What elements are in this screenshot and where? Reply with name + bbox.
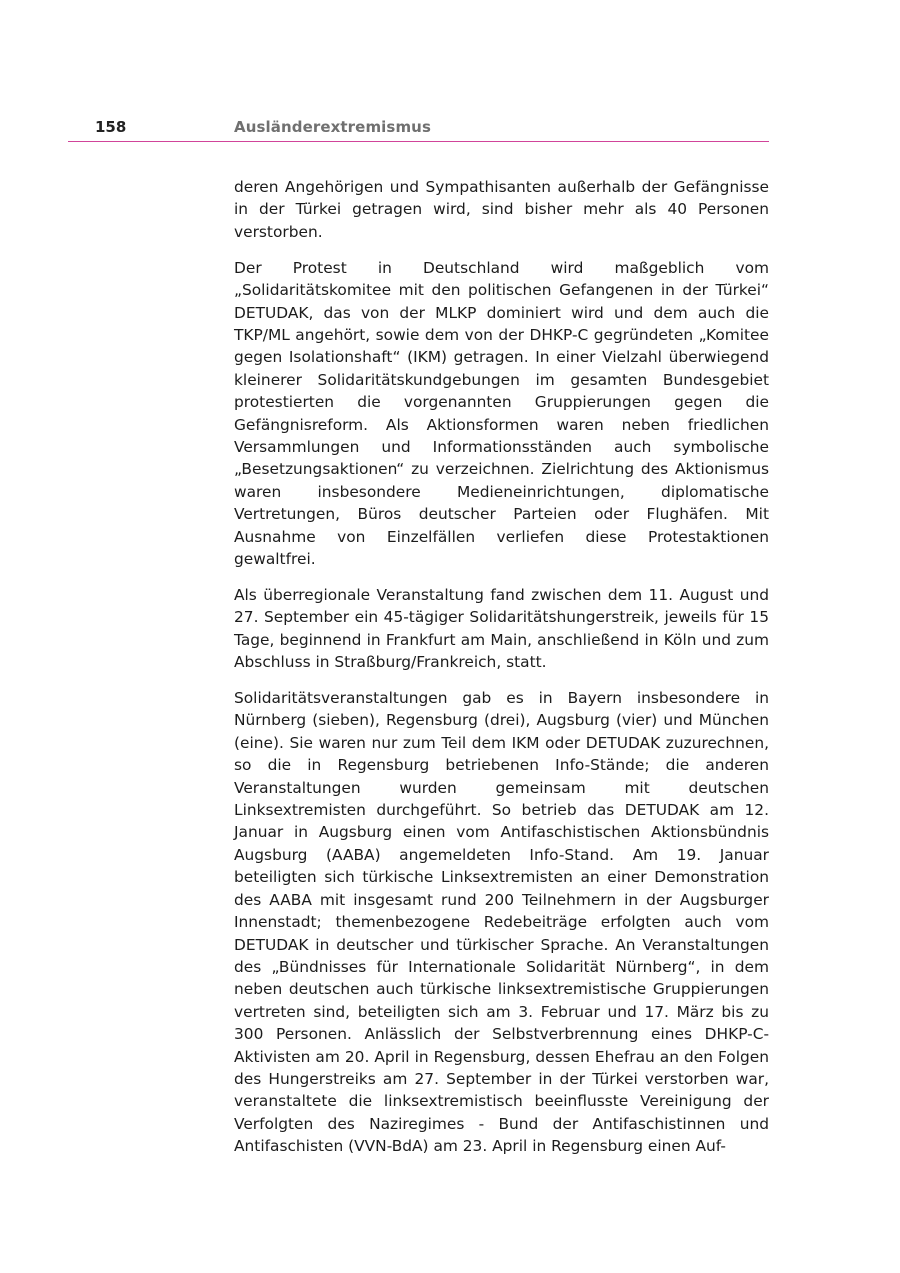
section-title: Ausländerextremismus	[234, 118, 431, 136]
paragraph: Als überregionale Veranstaltung fand zwischen dem 11. August und 27. September ein 45-tägiger Solidaritätshungerstreik, jeweils für 15 Tage, beginnend in Frankfurt am Main, anschließend in Köln und zum Abschluss in Straßburg/Frankreich, statt.	[234, 585, 769, 672]
paragraph: Solidaritätsveranstaltungen gab es in Bayern insbesondere in Nürnberg (sieben), Regensburg (drei), Augsburg (vier) und München (eine). Sie waren nur zum Teil dem IKM oder DETUDAK zuzurechnen, so die in Regensburg betriebenen Info-Stände; die anderen Veranstaltungen wurden gemeinsam mit deutschen Linksextremisten durchgeführt. So betrieb das DETUDAK am 12. Januar in Augsburg einen vom Antifaschistischen Aktionsbündnis Augsburg (AABA) angemeldeten Info-Stand. Am 19. Januar beteiligten sich türkische Linksextremisten an einer Demonstration des AABA mit insgesamt rund 200 Teilnehmern in der Augsburger Innenstadt; themenbezogene Redebeiträge erfolgten auch vom DETUDAK in deutscher und türkischer Sprache. An Veranstaltungen des „Bündnisses für Internationale Solidarität Nürnberg“, in dem neben deutschen auch türkische linksextremistische Gruppierungen vertreten sind, beteiligten sich am 3. Februar und 17. März bis zu 300 Personen. Anlässlich der Selbstverbrennung eines DHKP-C-Aktivisten am 20. April in Regensburg, dessen Ehefrau an den Folgen des Hungerstreiks am 27. September in der Türkei verstorben war, veranstaltete die linksextremistisch beeinflusste Vereinigung der Verfolgten des Naziregimes - Bund der Antifaschistinnen und Antifaschisten (VVN-BdA) am 23. April in Regensburg einen Auf-	[234, 689, 769, 1156]
body-text	[234, 176, 769, 1171]
paragraph: Der Protest in Deutschland wird maßgeblich vom „Solidaritätskomitee mit den politischen Gefangenen in der Türkei“ DETUDAK, das von der MLKP dominiert wird und dem auch die TKP/ML angehört, sowie dem von der DHKP-C gegründeten „Komitee gegen Isolationshaft“ (IKM) getragen. In einer Vielzahl überwiegend kleinerer Solidaritätskundgebungen im gesamten Bundesgebiet protestierten die vorgenannten Gruppierungen gegen die Gefängnisreform. Als Aktionsformen waren neben friedlichen Versammlungen und Informationsständen auch symbolische „Besetzungsaktionen“ zu verzeichnen. Zielrichtung des Aktionismus waren insbesondere Medieneinrichtungen, diplomatische Vertretungen, Büros deutscher Parteien oder Flughäfen. Mit Ausnahme von Einzelfällen verliefen diese Protestaktionen gewaltfrei.	[234, 258, 769, 568]
running-header	[68, 116, 768, 140]
paragraph: deren Angehörigen und Sympathisanten außerhalb der Gefängnisse in der Türkei getragen wird, sind bisher mehr als 40 Personen verstorben.	[234, 178, 769, 241]
page-number: 158	[95, 118, 127, 136]
header-rule	[68, 141, 769, 142]
